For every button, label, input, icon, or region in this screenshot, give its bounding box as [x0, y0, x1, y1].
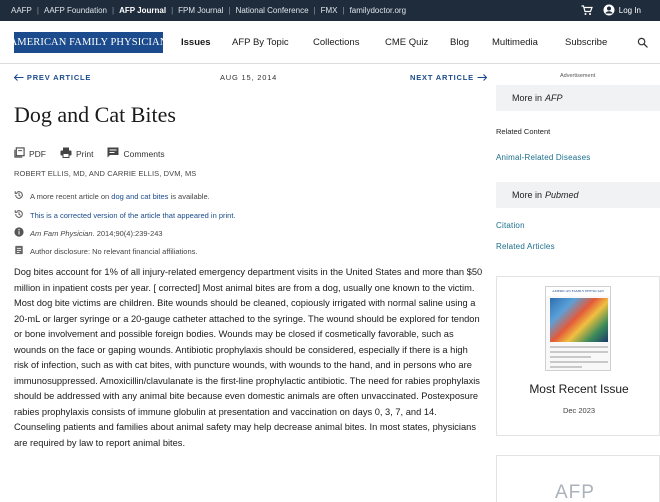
more-in-pubmed-box[interactable] — [496, 182, 660, 208]
citation-note — [14, 227, 163, 239]
utility-link-afp-journal[interactable]: AFP Journal — [119, 6, 167, 15]
disclosure-note — [14, 245, 197, 257]
nav-cme-quiz[interactable]: CME Quiz — [385, 37, 429, 48]
printer-icon — [60, 147, 76, 160]
print-label: Print — [76, 148, 94, 159]
separator: | — [112, 6, 115, 15]
login-label: Log In — [618, 6, 641, 15]
article-authors: ROBERT ELLIS, MD, AND CARRIE ELLIS, DVM, MS — [14, 169, 197, 178]
user-circle-icon — [603, 4, 615, 18]
history-icon — [14, 209, 30, 221]
most-recent-issue-card — [496, 276, 660, 436]
main-header — [0, 21, 660, 64]
info-icon — [14, 227, 30, 239]
more-in-afp-name: AFP — [545, 93, 563, 103]
print-button[interactable] — [60, 147, 93, 160]
recent-note-prefix: A more recent article on — [30, 191, 112, 201]
recent-article-note — [14, 190, 210, 202]
document-icon — [14, 245, 30, 257]
recent-note-suffix: is available. — [168, 191, 210, 201]
search-icon[interactable] — [637, 35, 648, 53]
related-content-heading: Related Content — [496, 127, 551, 136]
utility-link-familydoctor[interactable]: familydoctor.org — [349, 6, 407, 15]
utility-link-aafp-foundation[interactable]: AAFP Foundation — [43, 6, 107, 15]
separator: | — [228, 6, 231, 15]
cart-icon[interactable] — [581, 5, 593, 16]
cover-text-lines — [550, 346, 608, 371]
login-button[interactable] — [603, 4, 641, 18]
utility-link-aafp[interactable]: AAFP — [11, 6, 32, 15]
citation-details: . 2014;90(4):239-243 — [92, 228, 163, 238]
advertisement-label: Advertisement — [560, 73, 596, 79]
most-recent-issue-date: Dec 2023 — [562, 406, 596, 415]
arrow-left-icon — [14, 73, 27, 82]
afp-promo-box — [496, 455, 660, 502]
more-in-afp-box[interactable] — [496, 85, 660, 111]
comment-icon — [107, 147, 123, 160]
next-article-label: NEXT ARTICLE — [410, 73, 474, 82]
comments-label: Comments — [123, 148, 165, 159]
utility-link-fmx[interactable]: FMX — [320, 6, 338, 15]
separator: | — [342, 6, 345, 15]
nav-blog[interactable]: Blog — [450, 37, 470, 48]
pdf-button[interactable] — [14, 147, 46, 160]
disclosure-text: Author disclosure: No relevant financial affiliations. — [30, 246, 198, 256]
pdf-label: PDF — [29, 148, 46, 159]
cover-masthead: AMERICAN FAMILY PHYSICIAN — [546, 287, 610, 296]
comments-button[interactable] — [107, 147, 164, 160]
issue-cover-image[interactable] — [545, 286, 611, 371]
utility-link-fpm-journal[interactable]: FPM Journal — [178, 6, 224, 15]
prev-article-label: PREV ARTICLE — [26, 73, 92, 82]
citation-link[interactable]: Citation — [496, 221, 525, 230]
pdf-icon — [14, 147, 29, 160]
more-in-afp-prefix: More in — [512, 93, 543, 103]
related-content-link[interactable]: Animal-Related Diseases — [496, 153, 591, 162]
utility-link-national-conference[interactable]: National Conference — [235, 6, 309, 15]
afp-promo-logo: AFP — [555, 482, 595, 502]
afp-logo[interactable]: AMERICAN FAMILY PHYSICIAN — [14, 32, 163, 53]
cover-artwork — [550, 298, 608, 342]
article-actions — [14, 147, 179, 160]
recent-article-link[interactable]: dog and cat bites — [111, 191, 169, 201]
citation-journal: Am Fam Physician — [30, 228, 93, 238]
separator: | — [36, 6, 39, 15]
article-date: AUG 15, 2014 — [220, 73, 278, 82]
nav-collections[interactable]: Collections — [313, 37, 360, 48]
utility-bar — [0, 0, 660, 21]
more-in-pubmed-name: Pubmed — [545, 190, 579, 200]
separator: | — [313, 6, 316, 15]
more-in-pubmed-prefix: More in — [512, 190, 543, 200]
next-article-link[interactable] — [410, 73, 487, 82]
most-recent-issue-link[interactable]: Most Recent Issue — [529, 382, 629, 396]
arrow-right-icon — [477, 73, 487, 82]
nav-afp-by-topic[interactable]: AFP By Topic — [232, 37, 289, 48]
nav-subscribe[interactable]: Subscribe — [565, 37, 608, 48]
nav-multimedia[interactable]: Multimedia — [492, 37, 538, 48]
utility-links — [0, 6, 406, 15]
history-icon — [14, 190, 30, 202]
corrected-note[interactable] — [14, 209, 236, 221]
article-title: Dog and Cat Bites — [14, 102, 176, 127]
separator: | — [171, 6, 174, 15]
corrected-version-link: This is a corrected version of the article that appeared in print. — [30, 210, 236, 220]
related-articles-link[interactable]: Related Articles — [496, 242, 555, 251]
nav-issues[interactable]: Issues — [181, 37, 211, 48]
article-abstract: Dog bites account for 1% of all injury-related emergency department visits in the United States and more than $50 million in inpatient costs per year. [ corrected] Most animal bites are from a dog, usually one known to the victim. Most dog bite victims are children. Bite wounds should be cleaned, copiously irrigated with normal saline using a 20-mL or larger syringe or a 20-gauge catheter attached to the syringe. The wound should be explored for tendon or bone involvement and possible foreign bodies. Wounds may be closed if cosmetically favorable, such as wounds on the face or gaping wounds. Antibiotic prophylaxis should be considered, especially if there is a high risk of infection, such as with cat bites, with puncture wounds, with wounds to the hand, and in persons who are immunosuppressed. Amoxicillin/clavulanate is the first-line prophylactic antibiotic. The need for rabies prophylaxis should be addressed with any animal bite because even domestic animals are often unvaccinated. Postexposure rabies prophylaxis consists of immune globulin at presentation and vaccination on days 0, 3, 7, and 14. Counseling patients and families about animal safety may help decrease animal bites. In most states, physicians are required by law to report animal bites. — [14, 267, 483, 448]
utility-actions — [581, 0, 641, 21]
prev-article-link[interactable] — [14, 73, 91, 82]
